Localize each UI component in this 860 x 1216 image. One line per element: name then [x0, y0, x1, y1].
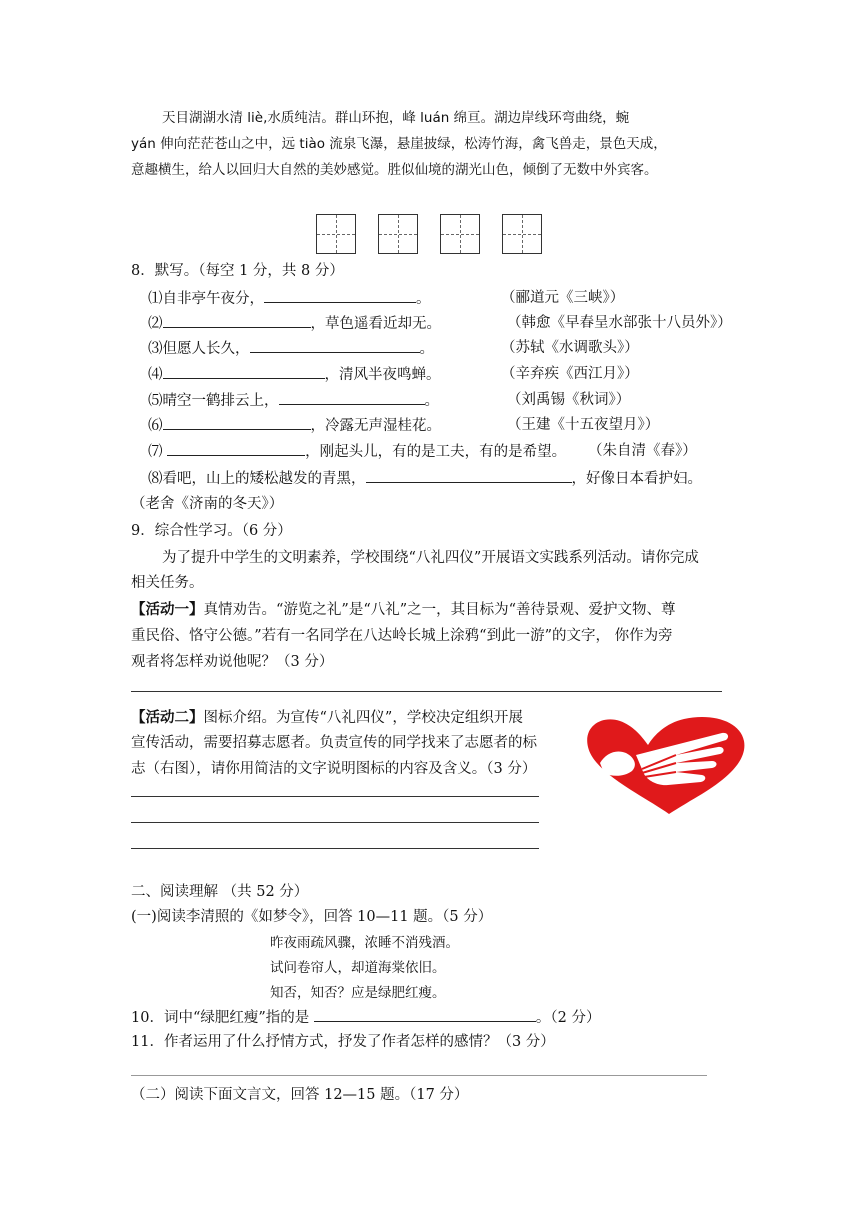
q8-source-8: （老舍《济南的冬天》） — [131, 496, 284, 512]
q8-item-7: ⑺ ，刚起头儿，有的是工夫，有的是希望。 — [148, 441, 566, 462]
q8-source-2: （韩愈《早春呈水部张十八员外》） — [507, 315, 732, 331]
volunteer-heart-hand-logo — [572, 711, 767, 822]
poem-line-1: 昨夜雨疏风骤，浓睡不消残酒。 — [270, 935, 459, 951]
q9-intro-2: 相关任务。 — [131, 575, 204, 591]
q8-source-3: （苏轼《水调歌头》） — [501, 340, 639, 356]
writing-box-4[interactable] — [502, 214, 542, 254]
poem-line-3: 知否，知否？应是绿肥红瘦。 — [270, 985, 446, 1001]
q9-activity-1-line-3: 观者将怎样劝说他呢？（3 分） — [131, 654, 334, 670]
q11-answer-line[interactable] — [131, 1075, 707, 1076]
activity-2-answer-line-1[interactable] — [131, 796, 539, 797]
q9-intro-1: 为了提升中学生的文明素养，学校围绕“八礼四仪”开展语文实践系列活动。请你完成 — [162, 550, 699, 566]
activity-1-tag: 【活动一】 — [131, 601, 204, 618]
answer-blank[interactable] — [314, 1007, 536, 1022]
answer-blank[interactable] — [167, 441, 305, 456]
passage-line-1: 天目湖湖水清 liè,水质纯洁。群山环抱，峰 luán 绵亘。湖边岸线环弯曲绕，蜿 — [162, 110, 630, 126]
q8-item-8: ⑻看吧，山上的矮松越发的青黑， ，好像日本看护妇。 — [148, 468, 702, 489]
q8-item-5: ⑸晴空一鹤排云上， 。 — [148, 390, 439, 411]
q10: 10．词中“绿肥红瘦”指的是 。（2 分） — [131, 1007, 600, 1028]
activity-1-answer-line[interactable] — [131, 691, 722, 692]
activity-2-tag: 【活动二】 — [131, 709, 204, 726]
writing-box-2[interactable] — [378, 214, 418, 254]
q8-heading: 8．默写。（每空 1 分，共 8 分） — [131, 263, 344, 279]
answer-blank[interactable] — [279, 390, 425, 405]
activity-2-answer-line-2[interactable] — [131, 822, 539, 823]
q8-item-1: ⑴自非亭午夜分， 。 — [148, 288, 431, 309]
answer-blank[interactable] — [163, 313, 311, 328]
answer-blank[interactable] — [163, 364, 325, 379]
q9-activity-2-line-2: 宣传活动，需要招募志愿者。负责宣传的同学找来了志愿者的标 — [131, 735, 537, 751]
answer-blank[interactable] — [163, 415, 311, 430]
q9-activity-2-line-3: 志（右图），请你用简洁的文字说明图标的内容及含义。（3 分） — [131, 761, 537, 777]
answer-blank[interactable] — [264, 288, 416, 303]
q9-heading: 9．综合性学习。（6 分） — [131, 523, 292, 539]
q9-activity-1-line-1: 【活动一】真情劝告。“游览之礼”是“八礼”之一，其目标为“善待景观、爱护文物、尊 — [131, 601, 676, 618]
q8-item-6: ⑹ ，冷露无声湿桂花。 — [148, 415, 441, 436]
q8-item-4: ⑷ ，清风半夜鸣蝉。 — [148, 364, 441, 385]
q11: 11．作者运用了什么抒情方式，抒发了作者怎样的感情？（3 分） — [131, 1034, 555, 1050]
q9-activity-2-line-1: 【活动二】图标介绍。为宣传“八礼四仪”，学校决定组织开展 — [131, 709, 523, 726]
passage-line-2: yán 伸向茫茫苍山之中，远 tiào 流泉飞瀑，悬崖披绿，松涛竹海，禽飞兽走，景色天成， — [131, 136, 667, 152]
q8-source-7: （朱自清《春》） — [588, 443, 697, 459]
q8-source-5: （刘禹锡《秋词》） — [507, 392, 631, 408]
q8-source-4: （辛弃疾《西江月》） — [501, 366, 639, 382]
answer-blank[interactable] — [366, 468, 572, 483]
part-2-heading: （二）阅读下面文言文，回答 12—15 题。（17 分） — [131, 1087, 469, 1103]
writing-box-3[interactable] — [440, 214, 480, 254]
q8-source-6: （王建《十五夜望月》） — [507, 417, 660, 433]
section-2-heading: 二、阅读理解 （共 52 分） — [131, 884, 309, 900]
poem-line-2: 试问卷帘人，却道海棠依旧。 — [270, 960, 446, 976]
q8-source-1: （郦道元《三峡》） — [501, 290, 625, 306]
q9-activity-1-line-2: 重民俗、恪守公德。”若有一名同学在八达岭长城上涂鸦“到此一游”的文字， 你作为旁 — [131, 628, 673, 644]
writing-box-1[interactable] — [316, 214, 356, 254]
q8-item-3: ⑶但愿人长久， 。 — [148, 338, 434, 359]
activity-2-answer-line-3[interactable] — [131, 848, 539, 849]
part-1-heading: (一)阅读李清照的《如梦令》，回答 10—11 题。（5 分） — [131, 909, 493, 925]
answer-blank[interactable] — [250, 338, 420, 353]
q8-item-2: ⑵ ，草色遥看近却无。 — [148, 313, 441, 334]
passage-line-3: 意趣横生，给人以回归大自然的美妙感觉。胜似仙境的湖光山色，倾倒了无数中外宾客。 — [131, 162, 658, 178]
